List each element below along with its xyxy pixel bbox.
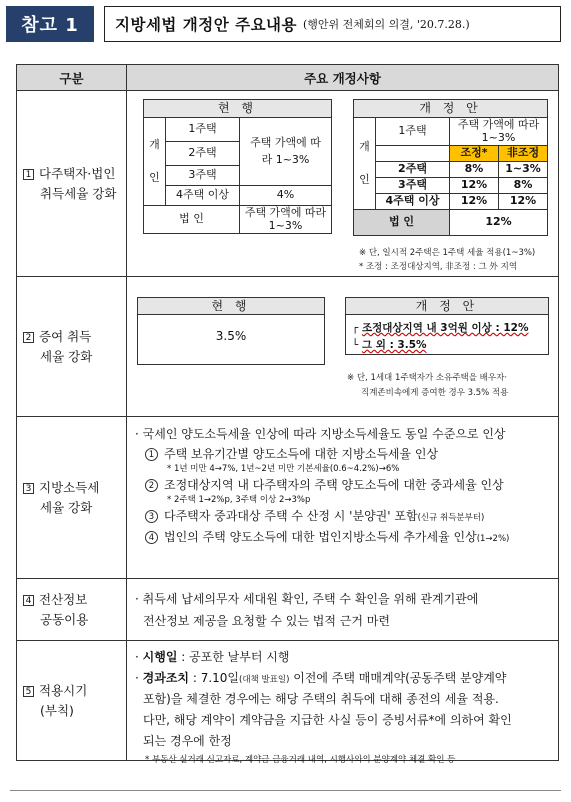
proposed-rate-table [353, 99, 548, 236]
body-text: 이전에 주택 매매계약(공동주택 분양계약 [289, 671, 507, 685]
rate-value: 주택 가액에 따라 1~3% [240, 118, 332, 186]
category-label: 세율 강화 [40, 348, 93, 364]
content-cell [127, 91, 559, 277]
rate-value: 주택 가액에 따라 1~3% [450, 118, 548, 146]
footnote-block [347, 371, 557, 402]
proposed-head: 개 정 안 [346, 298, 548, 315]
house-count: 4주택 이상 [166, 186, 240, 206]
current-head: 현 행 [138, 298, 324, 315]
corporation-label: 법 인 [144, 206, 240, 234]
page-header [6, 6, 561, 42]
individual-label: 개 인 [354, 118, 376, 210]
house-count: 3주택 [376, 178, 450, 194]
list-item: 주택 보유기간별 양도소득에 대한 지방소득세율 인상 [164, 447, 439, 461]
body-text: 포함)을 체결한 경우에는 해당 주택의 취득에 대해 종전의 세율 적용. [143, 692, 499, 706]
rate-value: 4% [240, 186, 332, 206]
body-text: : 7.10일 [189, 671, 239, 685]
footnote: ※ 단, 일시적 2주택은 1주택 세율 적용(1~3%) [359, 248, 536, 258]
house-count: 1주택 [166, 118, 240, 142]
col-header-content: 주요 개정사항 [127, 65, 559, 91]
item-note: (신규 취득분부터) [417, 512, 485, 523]
item-note: * 1년 미만 4→7%, 1년~2년 미만 기본세율(0.6~4.2%)→6% [167, 464, 400, 474]
rate-value: 12% [450, 178, 499, 194]
body-text: 전산정보 제공을 요청할 수 있는 법적 근거 마련 [143, 613, 390, 628]
footnote: ※ 단, 1세대 1주택자가 소유주택을 배우자· [347, 373, 508, 383]
non-adjusted-header: 非조정 [499, 146, 548, 162]
main-statement: 국세인 양도소득세율 인상에 따라 지방소득세율도 동일 수준으로 인상 [142, 427, 506, 441]
house-count: 1주택 [376, 118, 450, 146]
rate-value: 12% [450, 194, 499, 210]
table-row [17, 277, 559, 417]
category-cell [17, 579, 127, 641]
table-row [17, 579, 559, 641]
title-box [104, 6, 561, 42]
circle-number-icon: 1 [145, 448, 158, 461]
content-cell: · 국세인 양도소득세율 인상에 따라 지방소득세율도 동일 수준으로 인상 1 주택 보유기간별 양도소득에 대한 지방소득세율 인상 * 1년 미만 4→7%, 1년~2년 미만 기본세율(0.6~4.2%)→6% 2 조정대상지역 내 다주택자의 주택 양도소득에 대한 중과세율 인상 * 2주택 1→2%p, 3주택 이상 2→3%p 3 다주택자 중과대상 주택 수 산정 시 '분양권' 포함(신규 취득분부터) 4 법인의 주택 양도소득에 대한 법인지방소득세 추가세율 인상(1→2%) [127, 417, 559, 579]
list-item: 조정대상지역 내 다주택자의 주택 양도소득에 대한 중과세율 인상 [164, 477, 504, 492]
category-label: 세율 강화 [40, 499, 93, 515]
house-count: 2주택 [376, 162, 450, 178]
proposed-rate-line: 조정대상지역 내 3억원 이상 : 12% [361, 322, 529, 334]
rate-value: 8% [499, 178, 548, 194]
category-label: 다주택자·법인 [39, 166, 116, 182]
category-cell [17, 277, 127, 417]
content-cell: · 시행일 : 공포한 날부터 시행 · 경과조치 : 7.10일(대책 발표일) 이전에 주택 매매계약(공동주택 분양계약 포함)을 체결한 경우에는 해당 주택의 취득에 대해 종전의 세율 적용. 다만, 해당 계약이 계약금을 지급한 사실 등이 증빙서류*에 의하여 확인 되는 경우에 한정 * 부동산 실거래 신고자료, 계약금 금융거래 내역, 시행사와의 분양계약 체결 확인 등 [127, 641, 559, 761]
rate-value: 12% [499, 194, 548, 210]
category-label: (부칙) [40, 702, 74, 718]
category-label: 전산정보 [39, 592, 88, 608]
proposed-head: 개 정 안 [354, 100, 548, 118]
blank-cell [376, 146, 450, 162]
proposed-box: 개 정 안 ┌ 조정대상지역 내 3억원 이상 : 12% └ 그 외 : 3.5% [345, 297, 549, 355]
content-cell: · 취득세 납세의무자 세대원 확인, 주택 수 확인을 위해 관계기관에 전산정보 제공을 요청할 수 있는 법적 근거 마련 [127, 579, 559, 641]
table-row [17, 641, 559, 761]
page-subtitle: (행안위 전체회의 의결, '20.7.28.) [303, 18, 470, 31]
proposed-rate-line: 그 외 : 3.5% [361, 338, 427, 351]
rate-value: 3.5% [215, 329, 247, 343]
corporation-label: 법 인 [354, 210, 450, 236]
category-label: 지방소득세 [39, 480, 100, 496]
list-item: 다주택자 중과대상 주택 수 산정 시 '분양권' 포함 [164, 508, 418, 523]
page-title: 지방세법 개정안 주요내용 [115, 16, 297, 34]
body-text: (대책 발표일) [239, 675, 290, 685]
circle-number-icon: 4 [145, 531, 158, 544]
circle-number-icon: 3 [145, 510, 158, 523]
row-number: 2 [23, 332, 34, 343]
category-cell [17, 417, 127, 579]
rate-value: 1~3% [499, 162, 548, 178]
rate-value: 12% [450, 210, 548, 236]
footnote: 직계존비속에게 증여한 경우 3.5% 적용 [361, 388, 509, 399]
row-number: 1 [23, 169, 34, 180]
current-box [137, 297, 325, 365]
rate-value: 8% [450, 162, 499, 178]
col-header-category: 구분 [17, 65, 127, 91]
house-count: 3주택 [166, 166, 240, 186]
category-cell [17, 641, 127, 761]
bottom-divider [10, 790, 561, 791]
list-item: 법인의 주택 양도소득에 대한 법인지방소득세 추가세율 인상 [164, 529, 477, 544]
category-label: 적용시기 [39, 683, 88, 699]
body-text: : 공포한 날부터 시행 [177, 650, 290, 664]
house-count: 2주택 [166, 142, 240, 166]
item-note: (1→2%) [476, 533, 510, 544]
table-row [17, 91, 559, 277]
body-text: 취득세 납세의무자 세대원 확인, 주택 수 확인을 위해 관계기관에 [142, 592, 479, 606]
individual-label: 개 인 [144, 118, 166, 206]
effective-date-label: 시행일 [142, 650, 178, 664]
body-text: 되는 경우에 한정 [143, 734, 232, 748]
reference-tag: 참고 1 [6, 6, 94, 42]
content-cell [127, 277, 559, 417]
main-table [16, 64, 559, 765]
body-text: 다만, 해당 계약이 계약금을 지급한 사실 등이 증빙서류*에 의하여 확인 [143, 713, 512, 727]
row-number: 5 [23, 686, 34, 697]
circle-number-icon: 2 [145, 479, 158, 492]
adjusted-area-header: 조정* [450, 146, 499, 162]
category-cell [17, 91, 127, 277]
item-note: * 2주택 1→2%p, 3주택 이상 2→3%p [167, 494, 311, 505]
category-label: 취득세율 강화 [40, 185, 117, 201]
current-head: 현 행 [144, 100, 332, 118]
footnote: * 조정 : 조정대상지역, 非조정 : 그 外 지역 [359, 261, 518, 272]
footnote-block [359, 247, 557, 274]
row-number: 4 [23, 595, 34, 606]
current-rate-table [143, 99, 332, 234]
rate-value: 주택 가액에 따라 1~3% [240, 206, 332, 234]
footnote: * 부동산 실거래 신고자료, 계약금 금융거래 내역, 시행사와의 분양계약 체결 확인 등 [145, 755, 456, 765]
category-label: 공동이용 [40, 611, 89, 627]
category-label: 증여 취득 [39, 329, 92, 345]
transition-label: 경과조치 [142, 671, 190, 685]
house-count: 4주택 이상 [376, 194, 450, 210]
row-number: 3 [23, 483, 34, 494]
table-row [17, 417, 559, 579]
